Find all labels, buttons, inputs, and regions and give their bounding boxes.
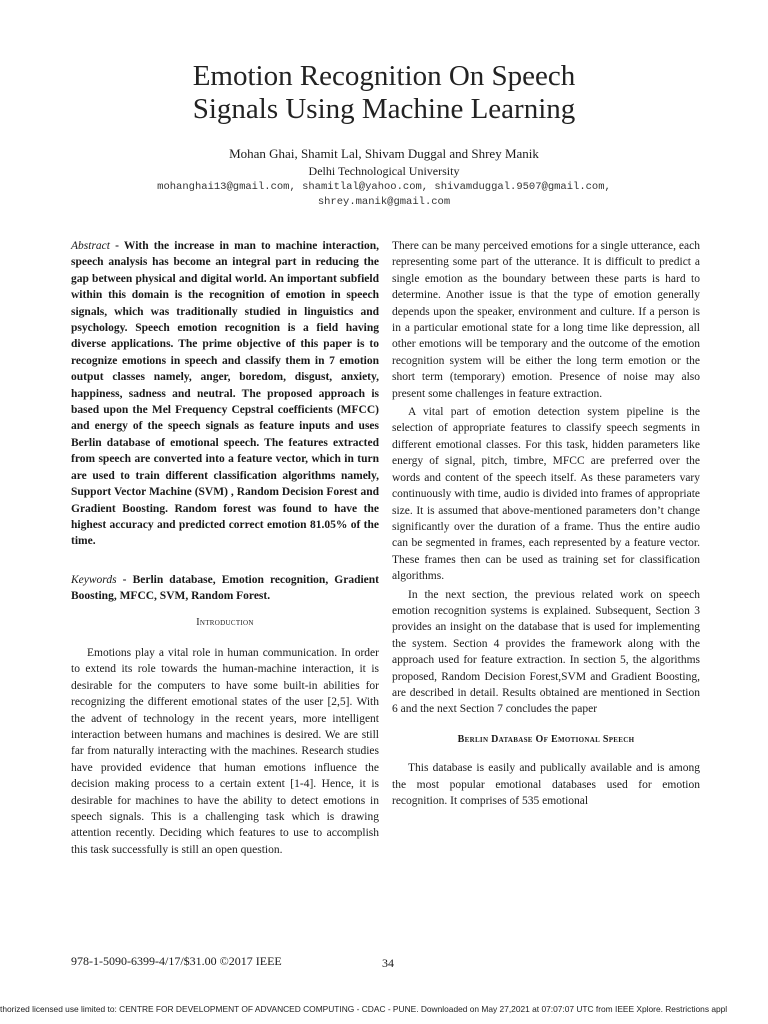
footer-isbn: 978-1-5090-6399-4/17/$31.00 ©2017 IEEE [71, 954, 282, 968]
title-line-2: Signals Using Machine Learning [192, 93, 576, 125]
page-number: 34 [382, 956, 394, 970]
paragraph-paper-outline: In the next section, the previous related work on speech emotion recognition systems is explained. Subsequent, Section 3 provides an insight on the database that is used for implementing the system. Section 4 provides the framework along with the approach used for feature extraction. In section 5, the algorithms proposed, Random Decision Forest,SVM and Gradient Boosting, are described in detail. Results obtained are mentioned in Section 6 and the next Section 7 concludes the paper [392, 588, 700, 716]
keywords-text: - Berlin database, Emotion recognition, Gradient Boosting, MFCC, SVM, Random Forest. [71, 573, 379, 603]
keywords-label: Keywords [71, 573, 117, 586]
introduction-paragraph: Emotions play a vital role in human communication. In order to extend its role towards the human-machine interaction, it is desirable for the computers to have some built-in abilities for recognizing the different emotional states of the user [2,5]. With the advent of technology in the recent years, more intelligent interaction between humans and machines is desired. We are still far from naturally interacting with the machines. Research studies have provided evidence that human emotions influence the decision making process to a certain extent [1-4]. Hence, it is desirable for machines to have the ability to detect emotions in speech signals. This is a challenging task which is drawing attention recently. Deciding which features to use to accomplish this task successfully is still an open question. [71, 646, 379, 856]
affiliation: Delhi Technological University [308, 164, 460, 178]
abstract [71, 238, 379, 550]
berlin-database-heading: Berlin Database Of Emotional Speech [457, 733, 635, 745]
right-column [392, 238, 700, 809]
title-line-1: Emotion Recognition On Speech [192, 60, 576, 92]
keywords [71, 572, 379, 605]
authors: Mohan Ghai, Shamit Lal, Shivam Duggal and Shrey Manik [229, 146, 539, 161]
abstract-text: - With the increase in man to machine interaction, speech analysis has become an integral part in reducing the gap between physical and digital world. An important subfield within this domain is the recognition of emotion in speech signals, which was traditionally studied in linguistics and psychology. Speech emotion recognition is a field having diverse applications. The prime objective of this paper is to recognize emotions in speech and classify them in 7 emotion output classes namely, anger, boredom, disgust, anxiety, happiness, sadness and neutral. The proposed approach is based upon the Mel Frequency Cepstral coefficients (MFCC) and energy of the speech signals as feature inputs and uses Berlin database of emotional speech. The features extracted from speech are converted into a feature vector, which in turn are used to train different classification algorithms namely, Support Vector Machine (SVM) , Random Decision Forest and Gradient Boosting. Random forest was found to have the highest accuracy and predicted correct emotion 81.05% of the time. [71, 240, 379, 548]
introduction-heading: Introduction [196, 616, 254, 628]
paragraph-feature-selection: A vital part of emotion detection system pipeline is the selection of appropriate features to classify speech segments in different emotional classes. For this task, hidden parameters like energy of signal, pitch, timbre, MFCC are preferred over the words and content of the speech itself. As these parameters vary continuously with time, audio is divided into frames of appropriate size. It is assumed that above-mentioned parameters don’t change significantly over the duration of a frame. Thus the entire audio can be segmented in frames, each represented by a feature vector. These frames then can be used as training set for classification algorithms. [392, 406, 700, 583]
emails-line-1: mohanghai13@gmail.com, shamitlal@yahoo.com, shivamduggal.9507@gmail.com, [157, 181, 611, 193]
paragraph-perceived-emotions: There can be many perceived emotions for a single utterance, each representing some part of the utterance. It is difficult to predict a single emotion as the boundary between these parts is hard to determine. Another issue is that the type of emotion generally depends upon the speaker, environment and culture. If a person is in a particular emotional state for a long time like depression, all other emotions will be temporary and the outcome of the emotion recognition system will be either the long term emotion or the short term (temporary) emotion. Presence of noise may also present some challenges in feature extraction. [392, 240, 700, 400]
berlin-database-paragraph: This database is easily and publically available and is among the most popular emotional databases used for emotion recognition. It comprises of 535 emotional [392, 762, 700, 807]
paper-title [0, 60, 768, 126]
author-emails [0, 180, 768, 210]
emails-line-2: shrey.manik@gmail.com [317, 196, 451, 208]
license-notice: thorized licensed use limited to: CENTRE FOR DEVELOPMENT OF ADVANCED COMPUTING - CDAC - PUNE. Downloaded on May 27,2021 at 07:07:07 UTC from IEEE Xplore. Restrictions appl [0, 1004, 728, 1014]
left-column [71, 238, 379, 858]
abstract-label: Abstract [71, 240, 110, 252]
